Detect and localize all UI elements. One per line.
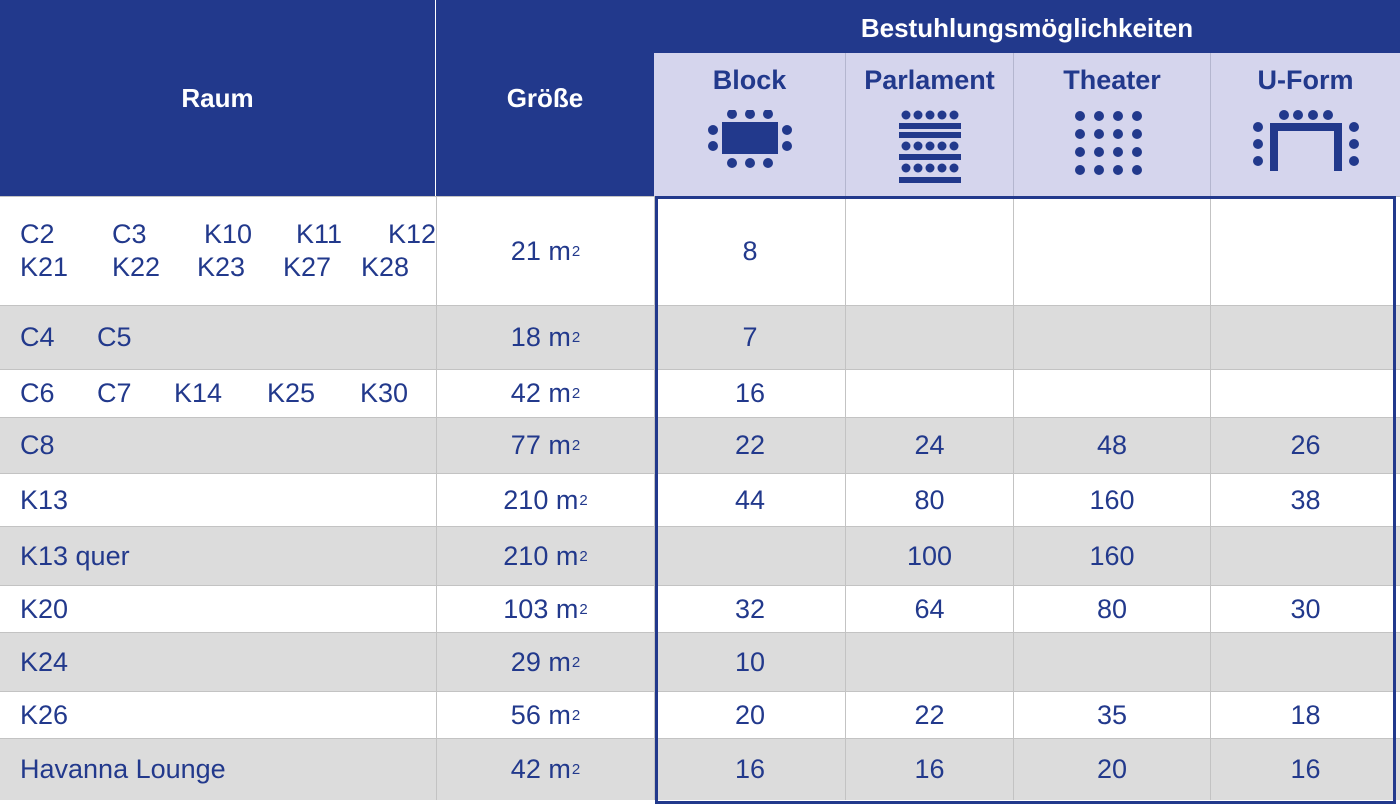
uform-cell [1210, 369, 1400, 417]
header-bestuhlung: Bestuhlungsmöglichkeiten [654, 0, 1400, 53]
header-theater-label: Theater [1063, 65, 1161, 95]
theater-cell: 80 [1013, 585, 1210, 632]
theater-cell [1013, 632, 1210, 691]
parlament-cell: 24 [845, 417, 1013, 473]
size-cell: 210 m 2 [436, 526, 654, 585]
room-name: C4 [20, 322, 55, 352]
room-name: K30 [360, 378, 409, 408]
block-cell: 32 [654, 585, 845, 632]
size-cell: 29 m 2 [436, 632, 654, 691]
theater-cell: 20 [1013, 738, 1210, 800]
parlament-cell [845, 305, 1013, 369]
theater-cell: 160 [1013, 473, 1210, 526]
room-cell: K24 [0, 632, 436, 691]
room-name: K28 [361, 252, 410, 282]
theater-cell [1013, 305, 1210, 369]
parlament-cell: 80 [845, 473, 1013, 526]
room-name: C6 [20, 378, 55, 408]
header-raum: Raum [0, 0, 436, 196]
parlament-cell [845, 369, 1013, 417]
parlament-seating-icon [899, 110, 961, 184]
header-uform [1210, 53, 1400, 196]
theater-cell: 160 [1013, 526, 1210, 585]
header-groesse: Größe [436, 0, 654, 196]
uform-cell: 26 [1210, 417, 1400, 473]
room-cell: K26 [0, 691, 436, 738]
block-seating-icon [708, 110, 792, 170]
room-name: C5 [97, 322, 132, 352]
uform-cell [1210, 632, 1400, 691]
size-cell: 56 m 2 [436, 691, 654, 738]
size-cell: 77 m 2 [436, 417, 654, 473]
room-name: K25 [267, 378, 316, 408]
room-name: K12 [388, 219, 437, 249]
block-cell: 44 [654, 473, 845, 526]
room-cell [0, 196, 436, 305]
size-cell: 42 m 2 [436, 369, 654, 417]
theater-cell: 35 [1013, 691, 1210, 738]
room-name: K23 [197, 252, 246, 282]
room-name: C3 [112, 219, 147, 249]
block-cell: 22 [654, 417, 845, 473]
room-name: K10 [204, 219, 253, 249]
size-cell: 42 m 2 [436, 738, 654, 800]
uform-cell: 38 [1210, 473, 1400, 526]
theater-seating-icon [1074, 110, 1150, 176]
block-cell [654, 526, 845, 585]
room-cell [0, 369, 436, 417]
block-cell: 8 [654, 196, 845, 305]
uform-cell: 30 [1210, 585, 1400, 632]
parlament-cell: 22 [845, 691, 1013, 738]
parlament-cell [845, 632, 1013, 691]
uform-cell [1210, 305, 1400, 369]
room-name: K21 [20, 252, 69, 282]
room-name: K14 [174, 378, 223, 408]
parlament-cell: 100 [845, 526, 1013, 585]
uform-cell [1210, 196, 1400, 305]
parlament-cell: 64 [845, 585, 1013, 632]
block-cell: 7 [654, 305, 845, 369]
uform-cell [1210, 526, 1400, 585]
room-cell: K13 quer [0, 526, 436, 585]
theater-cell [1013, 196, 1210, 305]
room-name: C2 [20, 219, 55, 249]
room-name: K27 [283, 252, 332, 282]
header-block [654, 53, 845, 196]
room-name: K22 [112, 252, 161, 282]
header-parlament-label: Parlament [864, 65, 995, 95]
theater-cell [1013, 369, 1210, 417]
size-cell: 210 m 2 [436, 473, 654, 526]
header-block-label: Block [712, 65, 787, 95]
room-cell: C8 [0, 417, 436, 473]
room-cell: Havanna Lounge [0, 738, 436, 800]
header-parlament [845, 53, 1013, 196]
parlament-cell: 16 [845, 738, 1013, 800]
room-cell: K20 [0, 585, 436, 632]
u-form-seating-icon [1253, 110, 1359, 174]
uform-cell: 16 [1210, 738, 1400, 800]
room-name: C7 [97, 378, 132, 408]
block-cell: 16 [654, 369, 845, 417]
room-name: K11 [296, 219, 343, 249]
block-cell: 10 [654, 632, 845, 691]
header-uform-label: U-Form [1257, 65, 1354, 95]
room-cell: K13 [0, 473, 436, 526]
uform-cell: 18 [1210, 691, 1400, 738]
room-cell [0, 305, 436, 369]
size-cell: 21 m 2 [436, 196, 654, 305]
size-cell: 103 m 2 [436, 585, 654, 632]
block-cell: 16 [654, 738, 845, 800]
theater-cell: 48 [1013, 417, 1210, 473]
block-cell: 20 [654, 691, 845, 738]
parlament-cell [845, 196, 1013, 305]
header-theater [1013, 53, 1210, 196]
size-cell: 18 m 2 [436, 305, 654, 369]
